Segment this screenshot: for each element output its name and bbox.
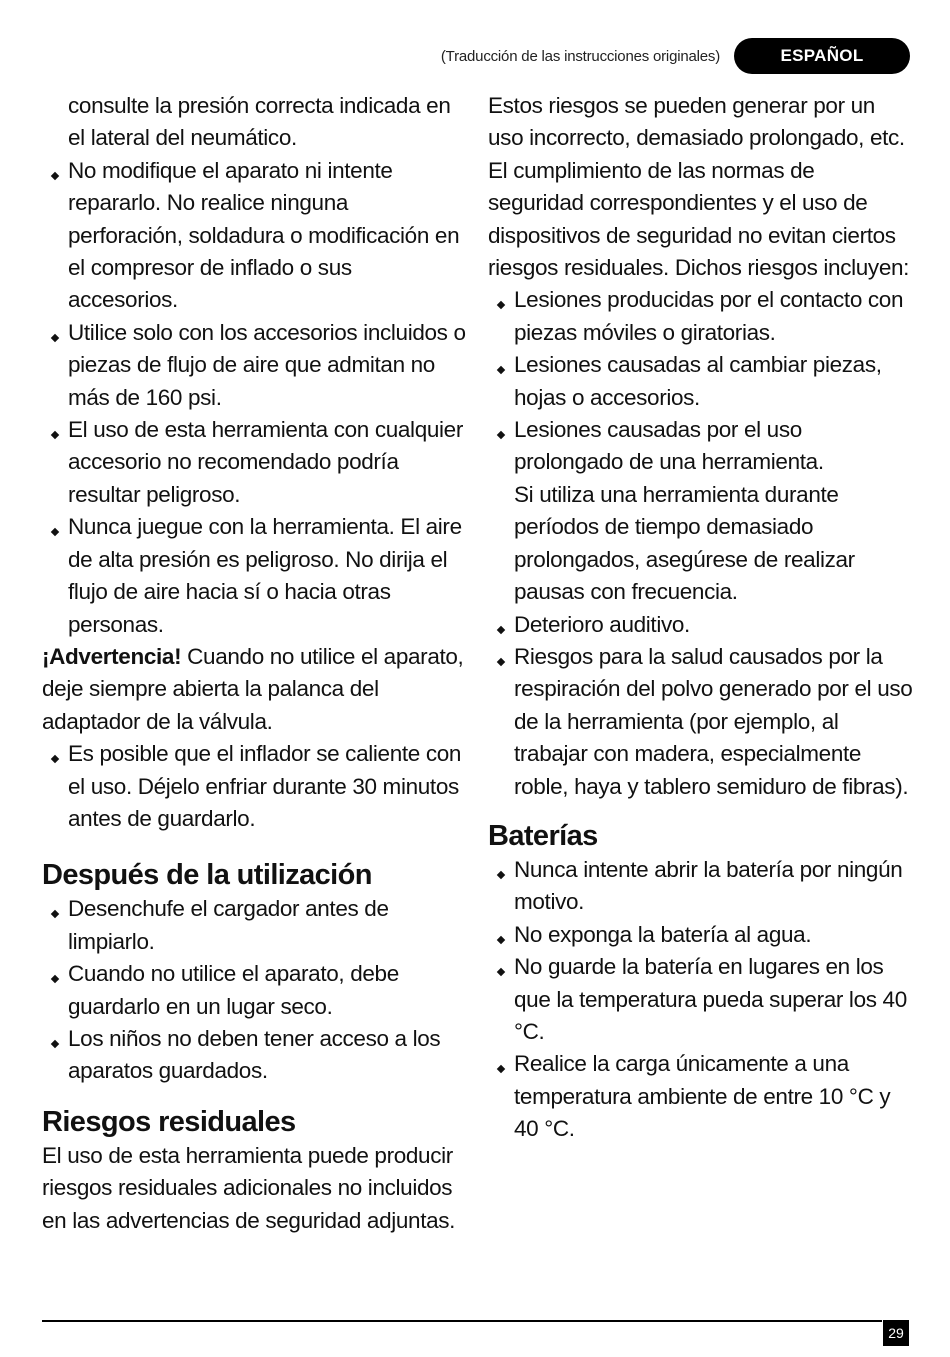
list-item: [42, 738, 467, 835]
list-item: [488, 951, 913, 1048]
translation-note: (Traducción de las instrucciones originales): [440, 47, 720, 65]
bullet-icon: [497, 936, 505, 944]
list-item: [488, 854, 913, 919]
bullet-icon: [51, 431, 59, 439]
warning-paragraph: [42, 641, 467, 738]
list-item-text: Los niños no deben tener acceso a los aparatos guardados.: [68, 1025, 441, 1084]
bullet-icon: [497, 871, 505, 879]
list-item: [488, 414, 913, 479]
residual-risks-paragraph: El uso de esta herramienta puede producir riesgos residuales adicionales no incluidos en las advertencias de seguridad adjuntas.: [42, 1142, 456, 1233]
bullet-icon: [51, 172, 59, 180]
bullet-icon: [51, 334, 59, 342]
list-item-text: Riesgos para la salud causados por la respiración del polvo generado por el uso de la herramienta (por ejemplo, al trabajar con madera, especialmente roble, haya y tablero semiduro de fibras).: [514, 643, 913, 799]
list-item-text: Lesiones causadas por el uso prolongado de una herramienta.: [514, 417, 824, 475]
after-use-heading: Después de la utilización: [42, 859, 372, 892]
list-item: [42, 414, 467, 511]
list-item: [488, 641, 913, 803]
warning-text: Cuando no utilice el aparato, deje siempre abierta la palanca del adaptador de la válvula.: [42, 643, 464, 734]
risks-intro-paragraph: Estos riesgos se pueden generar por un uso incorrecto, demasiado prolongado, etc.: [488, 93, 905, 151]
list-item: [488, 609, 913, 641]
list-item: [488, 349, 913, 414]
list-item: [42, 155, 467, 317]
list-item: [42, 1023, 467, 1088]
list-item: [42, 511, 467, 641]
page-header: [441, 38, 910, 74]
bullet-icon: [51, 755, 59, 763]
list-item: [488, 1048, 913, 1145]
bullet-icon: [497, 431, 505, 439]
bullet-icon: [497, 366, 505, 374]
bullet-icon: [497, 1065, 505, 1073]
list-item-text: Lesiones producidas por el contacto con piezas móviles o giratorias.: [514, 287, 904, 345]
list-item-text: No exponga la batería al agua.: [514, 921, 812, 947]
risk-note: Si utiliza una herramienta durante períodos de tiempo demasiado prolongados, asegúrese de realizar pausas con frecuencia.: [514, 481, 855, 605]
list-item-text: No guarde la batería en lugares en los que la temperatura pueda superar los 40 °C.: [514, 954, 907, 1044]
left-column: [42, 90, 467, 1237]
intro-paragraph: consulte la presión correcta indicada en el lateral del neumático.: [68, 93, 451, 151]
list-item-text: El uso de esta herramienta con cualquier accesorio no recomendado podría resultar peligroso.: [68, 417, 463, 507]
bullet-icon: [497, 658, 505, 666]
batteries-heading: Baterías: [488, 819, 598, 852]
list-item: [42, 958, 467, 1023]
list-item: [42, 317, 467, 414]
list-item: [42, 893, 467, 958]
footer-rule: [42, 1320, 882, 1322]
bullet-icon: [497, 625, 505, 633]
list-item-text: Desenchufe el cargador antes de limpiarlo.: [68, 896, 389, 954]
list-item-text: No modifique el aparato ni intente repararlo. No realice ninguna perforación, soldadura o modificación en el compresor de inflado o sus accesorios.: [68, 157, 460, 313]
bullet-icon: [51, 975, 59, 983]
bullet-icon: [51, 528, 59, 536]
list-item: [488, 284, 913, 349]
warning-label: ¡Advertencia!: [42, 643, 182, 669]
list-item-text: Deterioro auditivo.: [514, 611, 690, 637]
bullet-icon: [497, 968, 505, 976]
right-column: [488, 90, 913, 1146]
list-item-text: Nunca intente abrir la batería por ningún motivo.: [514, 856, 903, 915]
list-item: [488, 919, 913, 951]
bullet-icon: [51, 910, 59, 918]
page-number: 29: [883, 1320, 909, 1346]
list-item-text: Utilice solo con los accesorios incluidos o piezas de flujo de aire que admitan no más de 160 psi.: [68, 319, 466, 410]
language-badge: ESPAÑOL: [734, 38, 910, 74]
list-item-text: Cuando no utilice el aparato, debe guardarlo en un lugar seco.: [68, 961, 399, 1019]
bullet-icon: [51, 1040, 59, 1048]
list-item-text: Es posible que el inflador se caliente con el uso. Déjelo enfriar durante 30 minutos antes de guardarlo.: [68, 741, 462, 831]
residual-risks-heading: Riesgos residuales: [42, 1105, 296, 1138]
safety-compliance-paragraph: El cumplimiento de las normas de seguridad correspondientes y el uso de dispositivos de seguridad no evitan ciertos riesgos residuales. Dichos riesgos incluyen:: [488, 157, 910, 281]
list-item-text: Lesiones causadas al cambiar piezas, hojas o accesorios.: [514, 352, 882, 410]
list-item-text: Nunca juegue con la herramienta. El aire de alta presión es peligroso. No dirija el flujo de aire hacia sí o hacia otras personas.: [68, 514, 462, 637]
bullet-icon: [497, 301, 505, 309]
list-item-text: Realice la carga únicamente a una temperatura ambiente de entre 10 °C y 40 °C.: [514, 1051, 891, 1142]
